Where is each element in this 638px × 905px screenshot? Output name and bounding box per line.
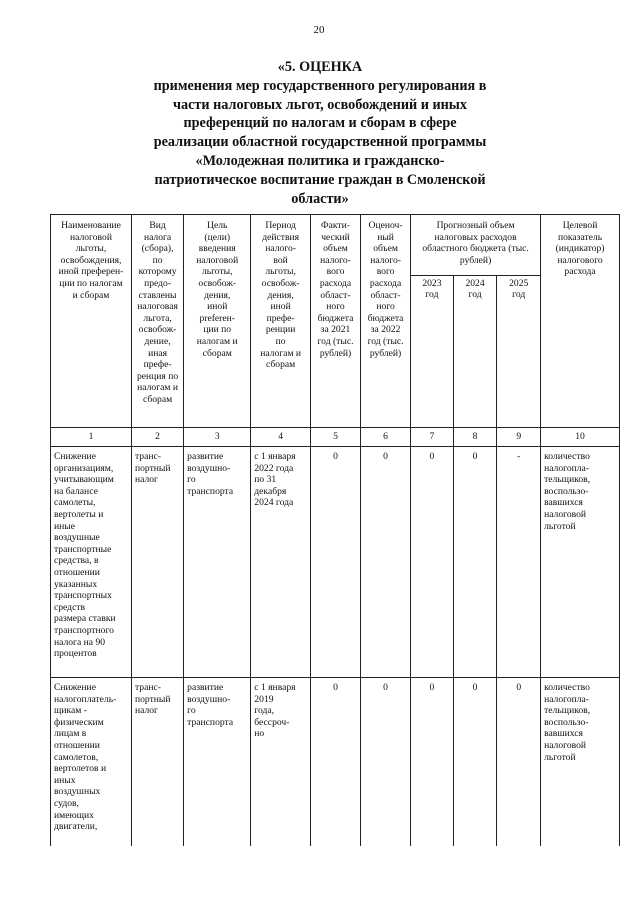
title-line: части налоговых льгот, освобождений и иных bbox=[173, 96, 467, 113]
header-period: Период действия налого- вой льготы, освобож- дения, иной префе- ренции по налогам и сборам bbox=[251, 215, 311, 428]
cell-tax-type: транс- портный налог bbox=[131, 678, 183, 847]
title-line: применения мер государственного регулирования в bbox=[153, 77, 487, 94]
header-goal: Цель (цели) введения налоговой льготы, освобож- дения, иной preferен- ции по налогам и сборам bbox=[184, 215, 251, 428]
title-line: «Молодежная политика и гражданско- bbox=[195, 152, 445, 169]
title-line: «5. ОЦЕНКА bbox=[277, 59, 363, 75]
cell-forecast-2023: 0 bbox=[411, 447, 454, 678]
column-number: 4 bbox=[251, 428, 311, 447]
cell-tax-type: транс- портный налог bbox=[131, 447, 183, 678]
cell-goal: развитие воздушно- го транспорта bbox=[184, 447, 251, 678]
title-line: области» bbox=[291, 190, 349, 207]
title-line: преференций по налогам и сборам в сфере bbox=[183, 115, 457, 132]
header-year-2023: 2023 год bbox=[411, 275, 454, 427]
header-tax-benefit-name: Наименование налоговой льготы, освобождения, иной преферен- ции по налогам и сборам bbox=[51, 215, 132, 428]
column-number: 6 bbox=[361, 428, 411, 447]
cell-goal: развитие воздушно- го транспорта bbox=[184, 678, 251, 847]
header-tax-type: Вид налога (сбора), по которому предо- ставлены налоговая льгота, освобож- дение, иная префе- ренция по налогам и сборам bbox=[131, 215, 183, 428]
tax-expenditure-table bbox=[50, 214, 620, 846]
cell-period: с 1 января 2019 года, бессроч- но bbox=[251, 678, 311, 847]
cell-forecast-2023: 0 bbox=[411, 678, 454, 847]
cell-benefit-name: Снижение организациям, учитывающим на балансе самолеты, вертолеты и иные воздушные транспортные средства, в отношении указанных транспортных средств размера ставки транспортного налога на 90 процентов bbox=[51, 447, 132, 678]
column-number: 9 bbox=[497, 428, 541, 447]
header-year-2024: 2024 год bbox=[453, 275, 497, 427]
column-number: 2 bbox=[131, 428, 183, 447]
cell-indicator: количество налогопла- тельщиков, воспользо- вавшихся налоговой льготой bbox=[541, 447, 620, 678]
page-number: 20 bbox=[313, 24, 325, 36]
column-number: 7 bbox=[411, 428, 454, 447]
cell-estimated-2022: 0 bbox=[361, 447, 411, 678]
cell-actual-2021: 0 bbox=[310, 678, 360, 847]
column-number: 8 bbox=[453, 428, 497, 447]
column-number: 5 bbox=[310, 428, 360, 447]
header-estimated-2022: Оценоч- ный объем налого- вого расхода област- ного бюджета за 2022 год (тыс. рублей) bbox=[361, 215, 411, 428]
cell-forecast-2024: 0 bbox=[453, 447, 497, 678]
header-forecast-group: Прогнозный объем налоговых расходов областного бюджета (тыс. рублей) bbox=[411, 215, 541, 276]
column-number: 1 bbox=[51, 428, 132, 447]
column-number-row bbox=[51, 428, 620, 447]
cell-period: с 1 января 2022 года по 31 декабря 2024 года bbox=[251, 447, 311, 678]
cell-estimated-2022: 0 bbox=[361, 678, 411, 847]
title-line: патриотическое воспитание граждан в Смоленской bbox=[154, 171, 486, 188]
cell-forecast-2025: 0 bbox=[497, 678, 541, 847]
document-title bbox=[130, 58, 510, 208]
title-line: реализации областной государственной программы bbox=[153, 134, 487, 151]
cell-forecast-2025: - bbox=[497, 447, 541, 678]
column-number: 10 bbox=[541, 428, 620, 447]
cell-actual-2021: 0 bbox=[310, 447, 360, 678]
cell-benefit-name: Снижение налогоплатель- щикам - физическим лицам в отношении самолетов, вертолетов и иных воздушных судов, имеющих двигатели, bbox=[51, 678, 132, 847]
column-number: 3 bbox=[184, 428, 251, 447]
header-indicator: Целевой показатель (индикатор) налогового расхода bbox=[541, 215, 620, 428]
header-actual-2021: Факти- ческий объем налого- вого расхода област- ного бюджета за 2021 год (тыс. рублей) bbox=[310, 215, 360, 428]
table-row bbox=[51, 678, 620, 847]
header-year-2025: 2025 год bbox=[497, 275, 541, 427]
table-row bbox=[51, 447, 620, 678]
cell-indicator: количество налогопла- тельщиков, воспользо- вавшихся налоговой льготой bbox=[541, 678, 620, 847]
cell-forecast-2024: 0 bbox=[453, 678, 497, 847]
